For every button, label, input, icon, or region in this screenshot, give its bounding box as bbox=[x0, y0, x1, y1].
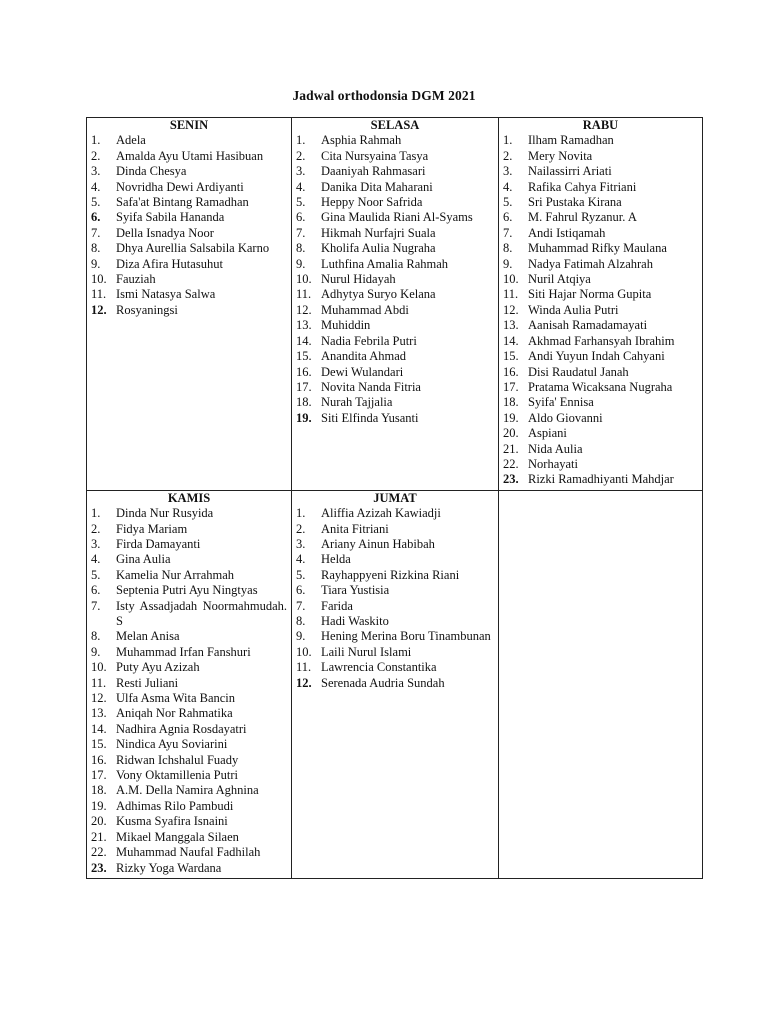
item-number: 23. bbox=[503, 472, 519, 487]
item-number: 6. bbox=[91, 583, 101, 598]
item-name: Nida Aulia bbox=[528, 441, 583, 456]
list-item bbox=[296, 568, 494, 583]
item-number: 2. bbox=[91, 148, 101, 163]
item-number: 8. bbox=[91, 629, 101, 644]
list-item bbox=[296, 318, 494, 333]
item-number: 15. bbox=[91, 737, 107, 752]
item-name: Nurul Hidayah bbox=[321, 272, 396, 287]
day-cell-empty bbox=[499, 490, 703, 878]
list-item bbox=[91, 164, 287, 179]
item-number: 11. bbox=[91, 287, 107, 302]
item-number: 22. bbox=[503, 456, 519, 471]
item-number: 11. bbox=[296, 287, 312, 302]
day-header-senin: SENIN bbox=[169, 118, 209, 132]
item-name: M. Fahrul Ryzanur. A bbox=[528, 210, 637, 225]
item-name: Aanisah Ramadamayati bbox=[528, 318, 648, 333]
item-number: 8. bbox=[503, 241, 513, 256]
name-list-senin bbox=[91, 133, 287, 318]
list-item bbox=[296, 506, 494, 521]
item-number: 17. bbox=[503, 379, 519, 394]
list-item bbox=[296, 614, 494, 629]
list-item bbox=[296, 552, 494, 567]
list-item bbox=[296, 241, 494, 256]
item-name: Adhimas Rilo Pambudi bbox=[116, 798, 234, 813]
list-item bbox=[503, 472, 698, 487]
list-item bbox=[91, 814, 287, 829]
item-number: 5. bbox=[91, 567, 101, 582]
list-item bbox=[296, 395, 494, 410]
list-item bbox=[91, 660, 287, 675]
item-number: 16. bbox=[503, 364, 519, 379]
day-header-kamis: KAMIS bbox=[167, 490, 211, 505]
item-name: Syifa Sabila Hananda bbox=[116, 210, 225, 225]
item-number: 10. bbox=[91, 272, 107, 287]
item-number: 3. bbox=[91, 164, 101, 179]
table-row bbox=[87, 118, 703, 491]
list-item bbox=[91, 737, 287, 752]
day-cell-selasa bbox=[292, 118, 499, 491]
list-item bbox=[91, 537, 287, 552]
item-number: 12. bbox=[296, 302, 312, 317]
item-number: 19. bbox=[503, 410, 519, 425]
item-number: 20. bbox=[91, 814, 107, 829]
list-item bbox=[503, 133, 698, 148]
item-number: 12. bbox=[91, 302, 107, 317]
name-list-jumat bbox=[296, 506, 494, 691]
item-name: Andi Istiqamah bbox=[528, 225, 606, 240]
item-name: Amalda Ayu Utami Hasibuan bbox=[116, 148, 264, 163]
item-number: 11. bbox=[91, 675, 107, 690]
item-name: Adhytya Suryo Kelana bbox=[321, 287, 436, 302]
item-name: Ilham Ramadhan bbox=[528, 133, 614, 148]
list-item bbox=[296, 645, 494, 660]
item-number: 22. bbox=[91, 845, 107, 860]
list-item bbox=[296, 303, 494, 318]
item-name: Andi Yuyun Indah Cahyani bbox=[528, 349, 665, 364]
item-name: Muhammad Irfan Fanshuri bbox=[116, 644, 251, 659]
item-name: Norhayati bbox=[528, 456, 578, 471]
item-number: 19. bbox=[296, 410, 312, 425]
item-name: Dewi Wulandari bbox=[321, 364, 404, 379]
item-number: 23. bbox=[91, 860, 107, 875]
item-name: Dhya Aurellia Salsabila Karno bbox=[116, 241, 270, 256]
item-number: 19. bbox=[91, 798, 107, 813]
item-name: Gina Aulia bbox=[116, 552, 171, 567]
list-item bbox=[91, 706, 287, 721]
item-number: 5. bbox=[91, 195, 101, 210]
item-name: Nadhira Agnia Rosdayatri bbox=[116, 721, 247, 736]
item-name: Novridha Dewi Ardiyanti bbox=[116, 179, 244, 194]
list-item bbox=[91, 830, 287, 845]
item-number: 10. bbox=[503, 272, 519, 287]
item-name: Helda bbox=[321, 552, 351, 567]
list-item bbox=[296, 287, 494, 302]
item-name: Puty Ayu Azizah bbox=[116, 660, 200, 675]
item-name: Nurah Tajjalia bbox=[321, 395, 393, 410]
item-name: Rosyaningsi bbox=[116, 302, 178, 317]
item-number: 2. bbox=[296, 148, 306, 163]
list-item bbox=[91, 676, 287, 691]
list-item bbox=[91, 195, 287, 210]
item-name: Nindica Ayu Soviarini bbox=[116, 737, 228, 752]
list-item bbox=[296, 537, 494, 552]
item-name: Isty Assadjadah Noormahmudah. S bbox=[116, 598, 287, 628]
item-number: 21. bbox=[91, 829, 107, 844]
item-name: Hening Merina Boru Tinambunan bbox=[321, 629, 491, 644]
item-number: 13. bbox=[296, 318, 312, 333]
item-name: Laili Nurul Islami bbox=[321, 644, 412, 659]
item-number: 1. bbox=[296, 133, 306, 148]
list-item bbox=[91, 583, 287, 598]
item-number: 13. bbox=[91, 706, 107, 721]
item-name: Hadi Waskito bbox=[321, 614, 389, 628]
list-item bbox=[91, 629, 287, 644]
list-item bbox=[503, 226, 698, 241]
item-name: Sri Pustaka Kirana bbox=[528, 195, 622, 210]
item-number: 9. bbox=[296, 256, 306, 271]
item-name: Cita Nursyaina Tasya bbox=[321, 148, 429, 163]
list-item bbox=[91, 210, 287, 225]
list-item bbox=[296, 522, 494, 537]
list-item bbox=[503, 210, 698, 225]
list-item bbox=[296, 226, 494, 241]
item-name: Anandita Ahmad bbox=[321, 349, 407, 364]
item-number: 9. bbox=[296, 629, 306, 644]
item-number: 6. bbox=[296, 210, 306, 225]
item-number: 3. bbox=[503, 164, 513, 179]
item-name: Heppy Noor Safrida bbox=[321, 195, 423, 210]
item-number: 7. bbox=[296, 598, 306, 613]
list-item bbox=[503, 272, 698, 287]
item-number: 9. bbox=[503, 256, 513, 271]
item-number: 4. bbox=[503, 179, 513, 194]
item-number: 17. bbox=[296, 379, 312, 394]
list-item bbox=[91, 133, 287, 148]
item-number: 1. bbox=[91, 133, 101, 148]
list-item bbox=[503, 164, 698, 179]
item-name: Della Isnadya Noor bbox=[116, 225, 214, 240]
list-item bbox=[91, 861, 287, 876]
item-number: 12. bbox=[503, 302, 519, 317]
list-item bbox=[296, 599, 494, 614]
day-cell-rabu bbox=[499, 118, 703, 491]
item-number: 7. bbox=[91, 598, 101, 613]
list-item bbox=[296, 133, 494, 148]
list-item bbox=[296, 629, 494, 644]
item-name: Nadia Febrila Putri bbox=[321, 333, 417, 348]
item-number: 9. bbox=[91, 644, 101, 659]
list-item bbox=[296, 349, 494, 364]
list-item bbox=[296, 334, 494, 349]
item-number: 10. bbox=[91, 660, 107, 675]
list-item bbox=[296, 583, 494, 598]
name-list-selasa bbox=[296, 133, 494, 426]
item-number: 18. bbox=[503, 395, 519, 410]
item-name: Disi Raudatul Janah bbox=[528, 364, 629, 379]
item-name: Firda Damayanti bbox=[116, 536, 201, 551]
item-name: Resti Juliani bbox=[116, 675, 179, 690]
item-number: 13. bbox=[503, 318, 519, 333]
item-name: Anita Fitriani bbox=[321, 521, 389, 536]
item-number: 16. bbox=[296, 364, 312, 379]
item-name: Muhammad Abdi bbox=[321, 302, 409, 317]
item-name: Serenada Audria Sundah bbox=[321, 675, 445, 690]
day-header-selasa: SELASA bbox=[370, 118, 420, 132]
list-item bbox=[91, 522, 287, 537]
table-row bbox=[87, 490, 703, 878]
item-number: 8. bbox=[296, 614, 306, 628]
item-number: 11. bbox=[503, 287, 519, 302]
list-item bbox=[503, 365, 698, 380]
item-number: 21. bbox=[503, 441, 519, 456]
list-item bbox=[503, 180, 698, 195]
list-item bbox=[91, 691, 287, 706]
day-header-jumat: JUMAT bbox=[373, 490, 417, 505]
day-cell-senin bbox=[87, 118, 292, 491]
list-item bbox=[503, 442, 698, 457]
item-name: Luthfina Amalia Rahmah bbox=[321, 256, 449, 271]
item-number: 3. bbox=[296, 164, 306, 179]
item-name: Ulfa Asma Wita Bancin bbox=[116, 691, 236, 706]
item-name: Melan Anisa bbox=[116, 629, 180, 644]
list-item bbox=[503, 287, 698, 302]
item-name: Aliffia Azizah Kawiadji bbox=[321, 506, 441, 521]
item-number: 9. bbox=[91, 256, 101, 271]
item-number: 14. bbox=[91, 721, 107, 736]
list-item bbox=[503, 426, 698, 441]
list-item bbox=[91, 783, 287, 798]
list-item bbox=[91, 287, 287, 302]
item-name: Rizky Yoga Wardana bbox=[116, 860, 222, 875]
item-name: Aspiani bbox=[528, 426, 567, 441]
item-name: Farida bbox=[321, 598, 353, 613]
item-name: Lawrencia Constantika bbox=[321, 660, 437, 675]
item-name: Muhiddin bbox=[321, 318, 371, 333]
day-header-rabu: RABU bbox=[582, 118, 619, 132]
item-number: 6. bbox=[503, 210, 513, 225]
item-name: Pratama Wicaksana Nugraha bbox=[528, 379, 673, 394]
item-number: 3. bbox=[91, 536, 101, 551]
list-item bbox=[503, 257, 698, 272]
item-number: 4. bbox=[296, 552, 306, 567]
list-item bbox=[296, 272, 494, 287]
list-item bbox=[91, 180, 287, 195]
item-number: 14. bbox=[296, 333, 312, 348]
list-item bbox=[91, 552, 287, 567]
item-number: 18. bbox=[296, 395, 312, 410]
item-name: Safa'at Bintang Ramadhan bbox=[116, 195, 249, 210]
item-name: Ismi Natasya Salwa bbox=[116, 287, 216, 302]
item-name: Ridwan Ichshalul Fuady bbox=[116, 752, 239, 767]
list-item bbox=[91, 303, 287, 318]
item-name: Danika Dita Maharani bbox=[321, 179, 433, 194]
item-number: 7. bbox=[503, 225, 513, 240]
day-cell-jumat bbox=[292, 490, 499, 878]
day-cell-kamis bbox=[87, 490, 292, 878]
item-name: Mery Novita bbox=[528, 148, 593, 163]
item-number: 4. bbox=[91, 179, 101, 194]
schedule-table bbox=[86, 117, 703, 879]
list-item bbox=[296, 380, 494, 395]
list-item bbox=[91, 753, 287, 768]
item-number: 1. bbox=[91, 506, 101, 521]
list-item bbox=[91, 257, 287, 272]
list-item bbox=[91, 799, 287, 814]
list-item bbox=[91, 722, 287, 737]
item-number: 7. bbox=[296, 225, 306, 240]
list-item bbox=[296, 676, 494, 691]
item-number: 17. bbox=[91, 768, 107, 783]
list-item bbox=[91, 845, 287, 860]
item-number: 16. bbox=[91, 752, 107, 767]
item-name: Gina Maulida Riani Al-Syams bbox=[321, 210, 473, 225]
item-number: 6. bbox=[296, 583, 306, 598]
item-number: 4. bbox=[296, 179, 306, 194]
item-name: Dinda Chesya bbox=[116, 164, 187, 179]
item-name: Akhmad Farhansyah Ibrahim bbox=[528, 333, 675, 348]
list-item bbox=[503, 395, 698, 410]
list-item bbox=[91, 568, 287, 583]
item-name: Tiara Yustisia bbox=[321, 583, 390, 598]
list-item bbox=[503, 303, 698, 318]
list-item bbox=[296, 195, 494, 210]
item-name: Nadya Fatimah Alzahrah bbox=[528, 256, 653, 271]
item-name: Aniqah Nor Rahmatika bbox=[116, 706, 233, 721]
item-number: 20. bbox=[503, 426, 519, 441]
list-item bbox=[91, 241, 287, 256]
item-number: 6. bbox=[91, 210, 101, 225]
item-name: Winda Aulia Putri bbox=[528, 302, 619, 317]
item-number: 12. bbox=[91, 691, 107, 706]
item-name: Diza Afira Hutasuhut bbox=[116, 256, 223, 271]
list-item bbox=[503, 380, 698, 395]
item-number: 7. bbox=[91, 225, 101, 240]
item-name: Septenia Putri Ayu Ningtyas bbox=[116, 583, 258, 598]
item-name: Mikael Manggala Silaen bbox=[116, 829, 239, 844]
item-number: 10. bbox=[296, 272, 312, 287]
list-item bbox=[91, 645, 287, 660]
item-name: Novita Nanda Fitria bbox=[321, 379, 421, 394]
item-name: Adela bbox=[116, 133, 146, 148]
list-item bbox=[503, 334, 698, 349]
list-item bbox=[296, 164, 494, 179]
item-number: 2. bbox=[91, 521, 101, 536]
item-name: Vony Oktamillenia Putri bbox=[116, 768, 238, 783]
item-number: 2. bbox=[503, 148, 513, 163]
list-item bbox=[91, 272, 287, 287]
item-name: Ariany Ainun Habibah bbox=[321, 536, 435, 551]
item-number: 8. bbox=[91, 241, 101, 256]
item-name: Rizki Ramadhiyanti Mahdjar bbox=[528, 472, 674, 487]
list-item bbox=[296, 149, 494, 164]
item-number: 8. bbox=[296, 241, 306, 256]
item-name: Hikmah Nurfajri Suala bbox=[321, 225, 436, 240]
list-item bbox=[91, 226, 287, 241]
item-name: Dinda Nur Rusyida bbox=[116, 506, 214, 521]
item-name: Muhammad Rifky Maulana bbox=[528, 241, 667, 256]
item-name: Rayhappyeni Rizkina Riani bbox=[321, 567, 460, 582]
list-item bbox=[503, 195, 698, 210]
list-item bbox=[503, 457, 698, 472]
list-item bbox=[503, 411, 698, 426]
item-name: Nailassirri Ariati bbox=[528, 164, 612, 179]
item-number: 15. bbox=[296, 349, 312, 364]
item-number: 11. bbox=[296, 660, 312, 675]
item-number: 15. bbox=[503, 349, 519, 364]
item-name: A.M. Della Namira Aghnina bbox=[116, 783, 259, 798]
item-number: 5. bbox=[296, 567, 306, 582]
item-name: Fauziah bbox=[116, 272, 156, 287]
list-item bbox=[503, 318, 698, 333]
list-item bbox=[296, 180, 494, 195]
list-item bbox=[91, 506, 287, 521]
item-number: 2. bbox=[296, 521, 306, 536]
list-item bbox=[503, 349, 698, 364]
item-name: Kholifa Aulia Nugraha bbox=[321, 241, 436, 256]
item-number: 1. bbox=[503, 133, 513, 148]
list-item bbox=[296, 257, 494, 272]
list-item bbox=[91, 768, 287, 783]
item-number: 14. bbox=[503, 333, 519, 348]
list-item bbox=[296, 411, 494, 426]
list-item bbox=[91, 599, 287, 630]
item-name: Rafika Cahya Fitriani bbox=[528, 179, 637, 194]
item-name: Kamelia Nur Arrahmah bbox=[116, 567, 235, 582]
item-number: 4. bbox=[91, 552, 101, 567]
list-item bbox=[296, 210, 494, 225]
item-number: 3. bbox=[296, 536, 306, 551]
item-number: 1. bbox=[296, 506, 306, 521]
item-name: Nuril Atqiya bbox=[528, 272, 591, 287]
item-name: Muhammad Naufal Fadhilah bbox=[116, 845, 261, 860]
name-list-kamis bbox=[91, 506, 287, 876]
list-item bbox=[91, 149, 287, 164]
item-number: 18. bbox=[91, 783, 107, 798]
list-item bbox=[296, 660, 494, 675]
item-number: 12. bbox=[296, 675, 312, 690]
item-number: 5. bbox=[503, 195, 513, 210]
item-number: 10. bbox=[296, 644, 312, 659]
list-item bbox=[503, 241, 698, 256]
document-title: Jadwal orthodonsia DGM 2021 bbox=[292, 88, 476, 103]
list-item bbox=[503, 149, 698, 164]
item-name: Aldo Giovanni bbox=[528, 410, 603, 425]
item-name: Siti Elfinda Yusanti bbox=[321, 410, 419, 425]
item-name: Kusma Syafira Isnaini bbox=[116, 814, 228, 829]
item-number: 5. bbox=[296, 195, 306, 210]
item-name: Syifa' Ennisa bbox=[528, 395, 594, 410]
item-name: Siti Hajar Norma Gupita bbox=[528, 287, 652, 302]
name-list-rabu bbox=[503, 133, 698, 487]
list-item bbox=[296, 365, 494, 380]
item-name: Asphia Rahmah bbox=[321, 133, 402, 148]
item-name: Daaniyah Rahmasari bbox=[321, 164, 426, 179]
item-name: Fidya Mariam bbox=[116, 521, 188, 536]
